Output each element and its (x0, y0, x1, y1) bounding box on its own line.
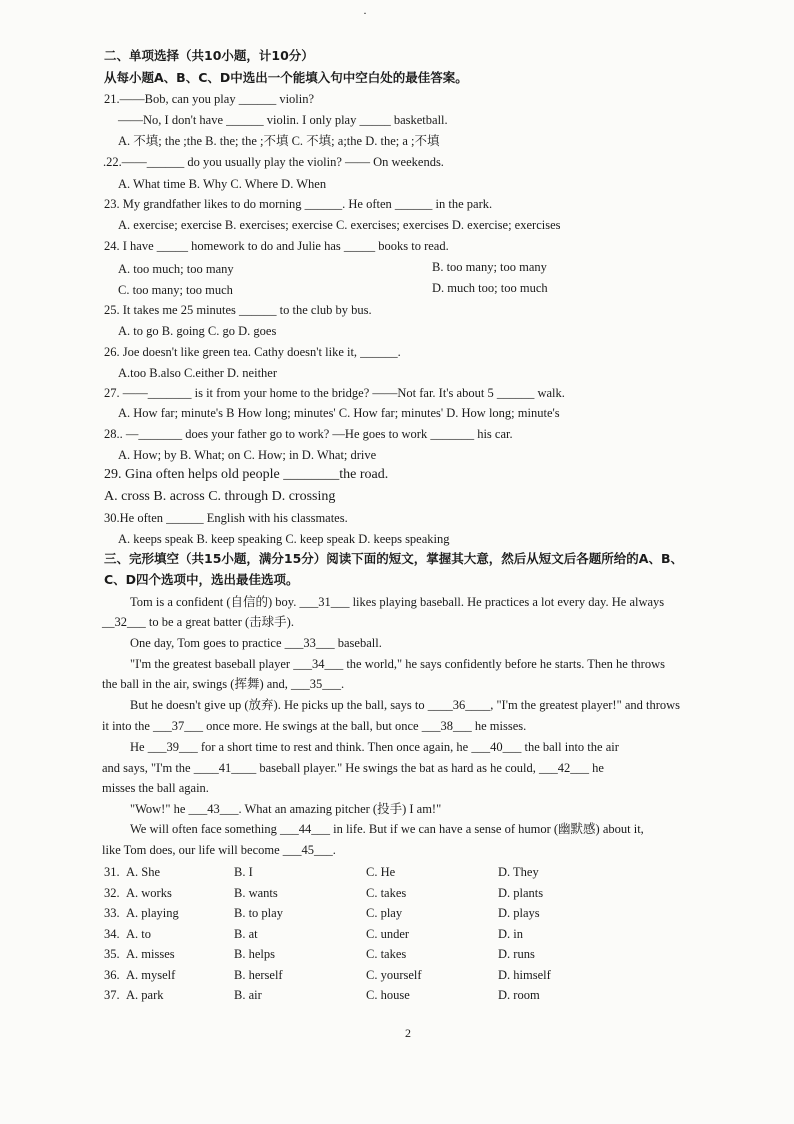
option-choice: D. They (498, 865, 539, 879)
option-choice: B. helps (234, 947, 275, 961)
text-line: A. 不填; the ;the B. the; the ;不填 C. 不填; a;the D. the; a ;不填 (118, 134, 440, 148)
text-line: and says, "I'm the ____41____ baseball player." He swings the bat as hard as he could, ___42___ he (102, 761, 604, 775)
text-line: A. cross B. across C. through D. crossing (104, 489, 336, 504)
text-line: ——No, I don't have ______ violin. I only play _____ basketball. (118, 113, 448, 127)
option-choice: C. house (366, 988, 410, 1002)
text-line: "I'm the greatest baseball player ___34___ the world," he says confidently before he starts. Then he throws (130, 657, 665, 671)
option-choice: B. at (234, 926, 258, 941)
option-choice: A. misses (126, 947, 175, 961)
text-line: 27. ——_______ is it from your home to the bridge? ——Not far. It's about 5 ______ walk. (104, 386, 565, 400)
text-line: 30.He often ______ English with his classmates. (104, 511, 348, 525)
option-choice: C. play (366, 906, 403, 920)
text-line: 21.——Bob, can you play ______ violin? (104, 92, 315, 106)
option-choice: A. to (126, 926, 151, 941)
text-line: 29. Gina often helps old people ________the road. (104, 467, 389, 482)
text-line: __32___ to be a great batter (击球手). (102, 615, 294, 629)
text-line: 从每小题A、B、C、D中选出一个能填入句中空白处的最佳答案。 (104, 70, 468, 85)
text-line: A. keeps speak B. keep speaking C. keep speak D. keeps speaking (118, 532, 450, 546)
option-number: 34. (104, 926, 120, 941)
option-choice: D. plants (498, 885, 544, 900)
option-choice: D. plays (498, 906, 540, 920)
text-line: 24. I have _____ homework to do and Julie has _____ books to read. (104, 239, 449, 253)
option-number: 31. (104, 865, 120, 879)
text-line: C、D四个选项中，选出最佳选项。 (104, 572, 299, 587)
text-line: misses the ball again. (102, 781, 209, 795)
option-choice: B. to play (234, 906, 283, 920)
text-line: 25. It takes me 25 minutes ______ to the club by bus. (104, 303, 372, 317)
text-line: Tom is a confident (自信的) boy. ___31___ likes playing baseball. He practices a lot every day. He always (130, 595, 665, 609)
text-line: But he doesn't give up (放弃). He picks up the ball, says to ____36____, "I'm the greatest player!" and throws (130, 698, 681, 712)
option-choice: A. park (126, 988, 164, 1002)
text-line: A. How far; minute's B How long; minutes' C. How far; minutes' D. How long; minute's (118, 406, 560, 420)
text-line: B. too many; too many (432, 260, 547, 274)
text-line: .22.——______ do you usually play the violin? —— On weekends. (103, 155, 444, 169)
text-line: it into the ___37___ once more. He swings at the ball, but once ___38___ he misses. (102, 719, 527, 733)
text-line: A. What time B. Why C. Where D. When (118, 177, 327, 191)
page-mark: · (363, 6, 367, 20)
option-choice: B. herself (234, 967, 283, 982)
text-line: 26. Joe doesn't like green tea. Cathy doesn't like it, ______. (104, 345, 401, 359)
option-choice: C. takes (366, 885, 407, 900)
text-line: the ball in the air, swings (挥舞) and, ___35___. (102, 677, 345, 691)
text-line: 三、完形填空（共15小题，满分15分）阅读下面的短文，掌握其大意，然后从短文后各题所给的A、B、 (104, 551, 683, 566)
text-line: C. too many; too much (118, 283, 233, 297)
option-choice: C. He (366, 865, 396, 879)
option-choice: A. myself (126, 967, 176, 982)
text-line: like Tom does, our life will become ___45___. (102, 843, 336, 857)
text-line: He ___39___ for a short time to rest and think. Then once again, he ___40___ the ball into the air (130, 740, 619, 754)
option-choice: D. room (498, 988, 540, 1002)
page-number: 2 (405, 1026, 411, 1040)
text-line: A. to go B. going C. go D. goes (118, 324, 277, 338)
text-line: "Wow!" he ___43___. What an amazing pitcher (投手) I am!" (130, 802, 442, 816)
option-number: 36. (104, 967, 120, 982)
text-line: A.too B.also C.either D. neither (118, 366, 277, 380)
option-choice: C. yourself (366, 967, 422, 982)
text-line: We will often face something ___44___ in life. But if we can have a sense of humor (幽默感) about it, (130, 822, 644, 836)
option-choice: B. wants (234, 885, 278, 900)
text-line: One day, Tom goes to practice ___33___ baseball. (130, 636, 382, 650)
text-line: 二、单项选择（共10小题，计10分） (104, 48, 314, 63)
option-number: 32. (104, 885, 120, 900)
option-choice: A. She (126, 865, 161, 879)
text-line: D. much too; too much (432, 281, 548, 295)
text-line: A. How; by B. What; on C. How; in D. What; drive (118, 448, 377, 462)
option-choice: C. takes (366, 947, 407, 961)
option-choice: A. works (126, 885, 172, 900)
option-choice: D. in (498, 926, 523, 941)
option-number: 35. (104, 947, 120, 961)
option-choice: C. under (366, 926, 410, 941)
option-number: 37. (104, 988, 120, 1002)
text-line: A. exercise; exercise B. exercises; exercise C. exercises; exercises D. exercise; exercises (118, 218, 561, 232)
option-choice: D. himself (498, 967, 551, 982)
option-choice: D. runs (498, 947, 535, 961)
option-choice: B. air (234, 988, 262, 1002)
option-choice: B. I (234, 865, 253, 879)
text-line: 23. My grandfather likes to do morning ______. He often ______ in the park. (104, 197, 493, 211)
text-line: A. too much; too many (118, 262, 234, 276)
option-choice: A. playing (126, 906, 179, 920)
text-line: 28.. —_______ does your father go to work? —He goes to work _______ his car. (104, 427, 513, 441)
option-number: 33. (104, 906, 120, 920)
